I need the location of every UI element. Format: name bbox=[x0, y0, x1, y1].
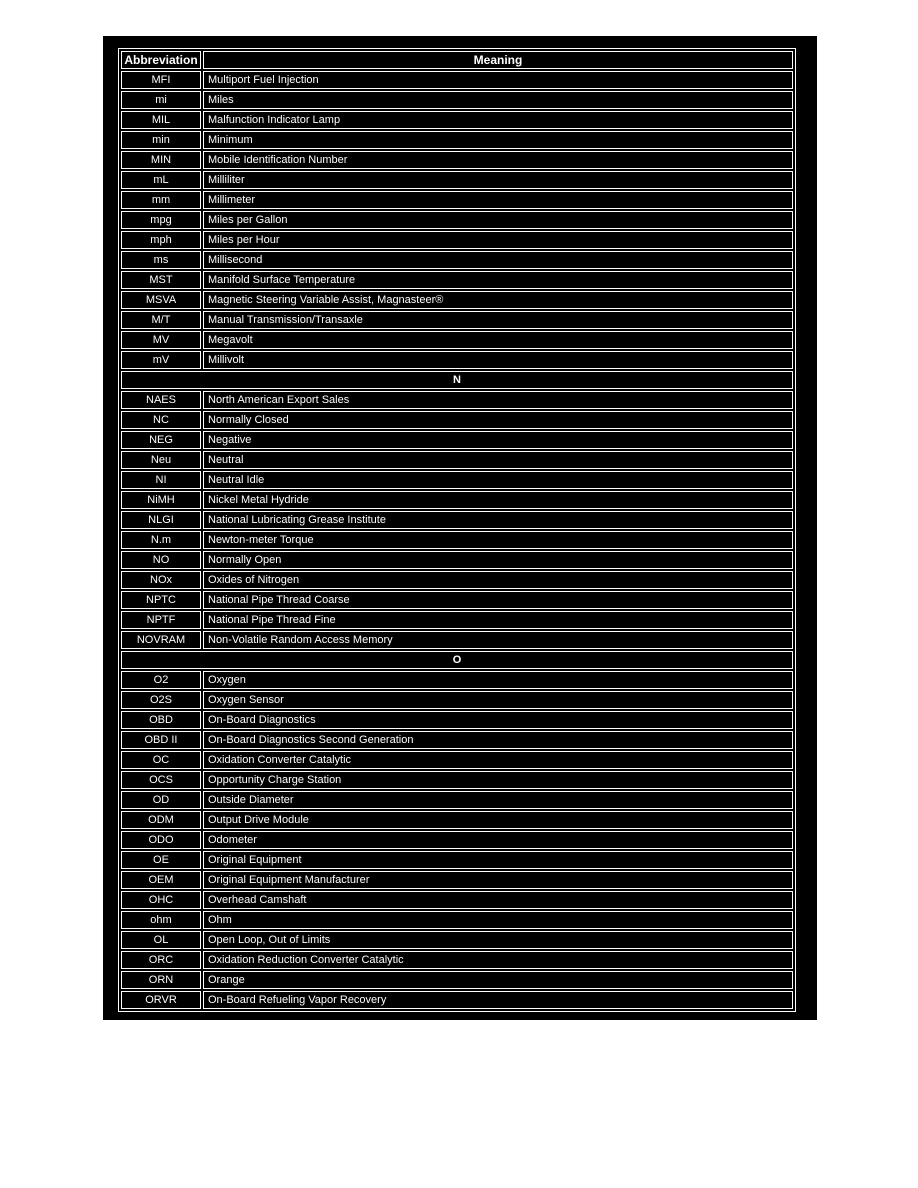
meaning-cell: Milliliter bbox=[203, 171, 793, 189]
abbreviation-cell: NC bbox=[121, 411, 201, 429]
meaning-cell: On-Board Refueling Vapor Recovery bbox=[203, 991, 793, 1009]
abbreviation-cell: ohm bbox=[121, 911, 201, 929]
abbreviation-cell: N.m bbox=[121, 531, 201, 549]
meaning-cell: On-Board Diagnostics Second Generation bbox=[203, 731, 793, 749]
abbreviation-cell: NEG bbox=[121, 431, 201, 449]
table-row bbox=[121, 211, 793, 229]
meaning-cell: Original Equipment bbox=[203, 851, 793, 869]
meaning-column-header: Meaning bbox=[203, 51, 793, 69]
table-row bbox=[121, 931, 793, 949]
table-row bbox=[121, 531, 793, 549]
abbreviation-cell: ORVR bbox=[121, 991, 201, 1009]
table-row bbox=[121, 851, 793, 869]
table-row bbox=[121, 571, 793, 589]
table-row bbox=[121, 691, 793, 709]
table-row bbox=[121, 811, 793, 829]
meaning-cell: Normally Closed bbox=[203, 411, 793, 429]
table-row bbox=[121, 591, 793, 609]
table-row bbox=[121, 671, 793, 689]
table-row bbox=[121, 391, 793, 409]
meaning-cell: Magnetic Steering Variable Assist, Magnasteer® bbox=[203, 291, 793, 309]
meaning-cell: Millimeter bbox=[203, 191, 793, 209]
meaning-cell: Miles per Gallon bbox=[203, 211, 793, 229]
meaning-cell: Oxidation Reduction Converter Catalytic bbox=[203, 951, 793, 969]
table-row bbox=[121, 231, 793, 249]
abbreviation-cell: OL bbox=[121, 931, 201, 949]
table-row bbox=[121, 971, 793, 989]
abbreviation-cell: NiMH bbox=[121, 491, 201, 509]
section-row bbox=[121, 371, 793, 389]
abbreviation-cell: min bbox=[121, 131, 201, 149]
meaning-cell: National Pipe Thread Coarse bbox=[203, 591, 793, 609]
meaning-cell: Negative bbox=[203, 431, 793, 449]
meaning-cell: Manual Transmission/Transaxle bbox=[203, 311, 793, 329]
meaning-cell: Ohm bbox=[203, 911, 793, 929]
table-row bbox=[121, 91, 793, 109]
abbreviation-cell: NI bbox=[121, 471, 201, 489]
abbreviation-cell: NPTC bbox=[121, 591, 201, 609]
abbreviation-cell: OEM bbox=[121, 871, 201, 889]
meaning-cell: Miles bbox=[203, 91, 793, 109]
section-row bbox=[121, 651, 793, 669]
abbreviation-cell: ms bbox=[121, 251, 201, 269]
abbreviation-cell: mph bbox=[121, 231, 201, 249]
table-row bbox=[121, 551, 793, 569]
meaning-cell: Nickel Metal Hydride bbox=[203, 491, 793, 509]
table-row bbox=[121, 511, 793, 529]
abbreviation-cell: ORN bbox=[121, 971, 201, 989]
table-row bbox=[121, 631, 793, 649]
table-row bbox=[121, 991, 793, 1009]
meaning-cell: Opportunity Charge Station bbox=[203, 771, 793, 789]
section-letter: N bbox=[121, 371, 793, 389]
table-row bbox=[121, 751, 793, 769]
abbreviation-cell: Neu bbox=[121, 451, 201, 469]
table-row bbox=[121, 251, 793, 269]
meaning-cell: National Lubricating Grease Institute bbox=[203, 511, 793, 529]
table-row bbox=[121, 151, 793, 169]
table-row bbox=[121, 951, 793, 969]
meaning-cell: Neutral bbox=[203, 451, 793, 469]
table-row bbox=[121, 731, 793, 749]
table-row bbox=[121, 111, 793, 129]
abbreviation-cell: M/T bbox=[121, 311, 201, 329]
table-row bbox=[121, 471, 793, 489]
table-row bbox=[121, 891, 793, 909]
abbreviation-cell: NOx bbox=[121, 571, 201, 589]
abbreviation-cell: mL bbox=[121, 171, 201, 189]
abbreviation-cell: O2S bbox=[121, 691, 201, 709]
table-row bbox=[121, 791, 793, 809]
meaning-cell: Overhead Camshaft bbox=[203, 891, 793, 909]
abbreviation-cell: NLGI bbox=[121, 511, 201, 529]
abbreviation-cell: OHC bbox=[121, 891, 201, 909]
abbreviation-cell: MIL bbox=[121, 111, 201, 129]
abbreviation-cell: mpg bbox=[121, 211, 201, 229]
meaning-cell: On-Board Diagnostics bbox=[203, 711, 793, 729]
meaning-cell: Manifold Surface Temperature bbox=[203, 271, 793, 289]
meaning-cell: Non-Volatile Random Access Memory bbox=[203, 631, 793, 649]
meaning-cell: Newton-meter Torque bbox=[203, 531, 793, 549]
abbreviation-cell: ORC bbox=[121, 951, 201, 969]
table-row bbox=[121, 131, 793, 149]
meaning-cell: Oxygen bbox=[203, 671, 793, 689]
meaning-cell: Orange bbox=[203, 971, 793, 989]
meaning-cell: Megavolt bbox=[203, 331, 793, 349]
abbreviation-cell: MIN bbox=[121, 151, 201, 169]
table-row bbox=[121, 911, 793, 929]
table-row bbox=[121, 431, 793, 449]
table-row bbox=[121, 291, 793, 309]
meaning-cell: Neutral Idle bbox=[203, 471, 793, 489]
table-row bbox=[121, 411, 793, 429]
abbreviation-cell: MST bbox=[121, 271, 201, 289]
table-row bbox=[121, 171, 793, 189]
meaning-cell: Millisecond bbox=[203, 251, 793, 269]
meaning-cell: Oxides of Nitrogen bbox=[203, 571, 793, 589]
meaning-cell: Outside Diameter bbox=[203, 791, 793, 809]
abbreviation-table-panel bbox=[103, 36, 817, 1020]
section-letter: O bbox=[121, 651, 793, 669]
table-row bbox=[121, 771, 793, 789]
abbreviation-cell: OC bbox=[121, 751, 201, 769]
table-row bbox=[121, 71, 793, 89]
abbreviation-column-header: Abbreviation bbox=[121, 51, 201, 69]
meaning-cell: Original Equipment Manufacturer bbox=[203, 871, 793, 889]
abbreviation-cell: O2 bbox=[121, 671, 201, 689]
meaning-cell: Miles per Hour bbox=[203, 231, 793, 249]
abbreviation-cell: mm bbox=[121, 191, 201, 209]
meaning-cell: Odometer bbox=[203, 831, 793, 849]
abbreviation-cell: OBD bbox=[121, 711, 201, 729]
abbreviation-cell: mV bbox=[121, 351, 201, 369]
table-row bbox=[121, 711, 793, 729]
table-row bbox=[121, 831, 793, 849]
abbreviation-cell: MV bbox=[121, 331, 201, 349]
abbreviation-cell: MFI bbox=[121, 71, 201, 89]
meaning-cell: Multiport Fuel Injection bbox=[203, 71, 793, 89]
abbreviation-cell: OD bbox=[121, 791, 201, 809]
meaning-cell: Oxygen Sensor bbox=[203, 691, 793, 709]
abbreviation-cell: NOVRAM bbox=[121, 631, 201, 649]
meaning-cell: National Pipe Thread Fine bbox=[203, 611, 793, 629]
abbreviation-cell: OBD II bbox=[121, 731, 201, 749]
abbreviation-cell: mi bbox=[121, 91, 201, 109]
meaning-cell: Minimum bbox=[203, 131, 793, 149]
table-header-row bbox=[121, 51, 793, 69]
abbreviation-cell: OE bbox=[121, 851, 201, 869]
meaning-cell: Malfunction Indicator Lamp bbox=[203, 111, 793, 129]
meaning-cell: Oxidation Converter Catalytic bbox=[203, 751, 793, 769]
abbreviation-cell: NAES bbox=[121, 391, 201, 409]
table-row bbox=[121, 611, 793, 629]
meaning-cell: Millivolt bbox=[203, 351, 793, 369]
table-row bbox=[121, 491, 793, 509]
abbreviation-cell: NPTF bbox=[121, 611, 201, 629]
meaning-cell: Normally Open bbox=[203, 551, 793, 569]
abbreviation-cell: OCS bbox=[121, 771, 201, 789]
abbreviation-cell: MSVA bbox=[121, 291, 201, 309]
meaning-cell: Output Drive Module bbox=[203, 811, 793, 829]
meaning-cell: North American Export Sales bbox=[203, 391, 793, 409]
table-row bbox=[121, 331, 793, 349]
abbreviation-table bbox=[118, 48, 796, 1012]
table-row bbox=[121, 871, 793, 889]
meaning-cell: Mobile Identification Number bbox=[203, 151, 793, 169]
table-row bbox=[121, 271, 793, 289]
abbreviation-cell: NO bbox=[121, 551, 201, 569]
table-row bbox=[121, 451, 793, 469]
abbreviation-cell: ODO bbox=[121, 831, 201, 849]
meaning-cell: Open Loop, Out of Limits bbox=[203, 931, 793, 949]
table-row bbox=[121, 311, 793, 329]
abbreviation-cell: ODM bbox=[121, 811, 201, 829]
table-row bbox=[121, 191, 793, 209]
table-row bbox=[121, 351, 793, 369]
